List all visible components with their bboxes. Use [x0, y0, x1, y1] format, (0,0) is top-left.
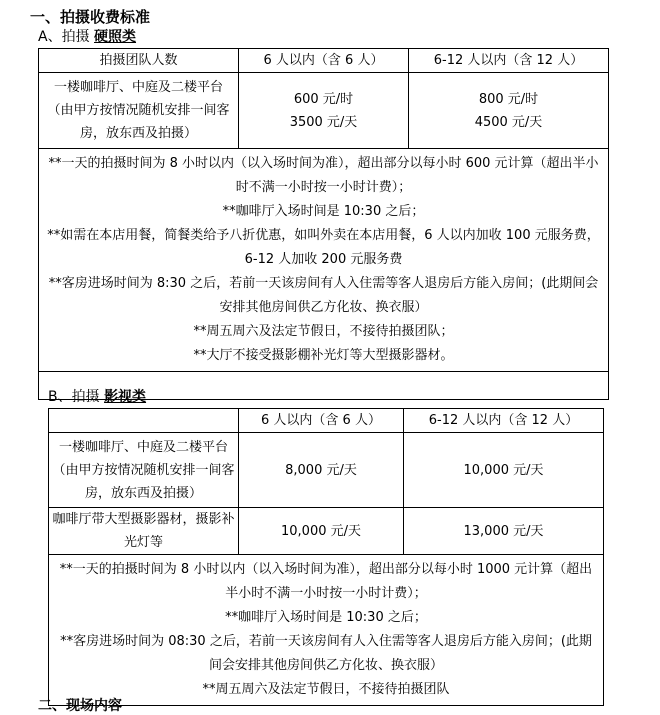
price-small-cell [239, 73, 409, 149]
venue-cell: 咖啡厅带大型摄影器材，摄影补光灯等 [49, 508, 239, 555]
price-large-cell [409, 73, 609, 149]
part-a-label: A、拍摄 [38, 29, 90, 45]
price-hour: 600 元/时 [293, 91, 354, 107]
table-row [39, 73, 609, 149]
header-small-team: 6 人以内（含 6 人） [239, 49, 409, 73]
note: **客房进场时间为 8:30 之后，若前一天该房间有人入住需等客人退房后方能入房间；(此期间会安排其他房间供乙方化妆、换衣服） [48, 276, 599, 315]
price-small-cell: 10,000 元/天 [239, 508, 404, 555]
note: **周五周六及法定节假日，不接待拍摄团队 [202, 682, 450, 697]
next-section-title: 二、现场内容 [38, 698, 122, 714]
price-hour: 800 元/时 [478, 91, 539, 107]
note: **大厅不接受摄影棚补光灯等大型摄影器材。 [193, 348, 454, 363]
part-b-label: B、拍摄 [48, 389, 100, 405]
note: **咖啡厅入场时间是 10:30 之后； [222, 204, 425, 219]
price-day: 3500 元/天 [289, 114, 358, 130]
note: **如需在本店用餐，简餐类给予八折优惠，如叫外卖在本店用餐，6 人以内加收 100 元服务费，6-12 人加收 200 元服务费 [47, 228, 600, 267]
price-large-cell: 10,000 元/天 [404, 433, 604, 508]
note: **客房进场时间为 08:30 之后，若前一天该房间有人入住需等客人退房后方能入房间；(此期间会安排其他房间供乙方化妆、换衣服） [60, 634, 592, 673]
note: **周五周六及法定节假日，不接待拍摄团队； [193, 324, 454, 339]
section-title: 一、拍摄收费标准 [30, 8, 151, 26]
photo-price-table [38, 48, 609, 400]
note: **咖啡厅入场时间是 10:30 之后； [225, 610, 427, 625]
header-team-size: 拍摄团队人数 [39, 49, 239, 73]
part-a-heading [38, 26, 136, 46]
price-small-cell: 8,000 元/天 [239, 433, 404, 508]
table-header-row [39, 49, 609, 73]
venue-cell: 一楼咖啡厅、中庭及二楼平台（由甲方按情况随机安排一间客房，放东西及拍摄） [49, 433, 239, 508]
part-b-type: 影视类 [104, 389, 147, 405]
price-large-cell: 13,000 元/天 [404, 508, 604, 555]
video-price-table [48, 408, 604, 706]
note: **一天的拍摄时间为 8 小时以内（以入场时间为准），超出部分以每小时 600 元计算（超出半小时不满一小时按一小时计费）； [48, 156, 599, 195]
price-day: 4500 元/天 [474, 114, 543, 130]
venue-cell: 一楼咖啡厅、中庭及二楼平台（由甲方按情况随机安排一间客房，放东西及拍摄） [39, 73, 239, 149]
notes-row [49, 555, 604, 706]
header-small-team: 6 人以内（含 6 人） [239, 409, 404, 433]
table-header-row [49, 409, 604, 433]
table-row [49, 433, 604, 508]
header-empty [49, 409, 239, 433]
part-a-type: 硬照类 [94, 29, 137, 45]
header-large-team: 6-12 人以内（含 12 人） [409, 49, 609, 73]
notes-cell [49, 555, 604, 706]
part-b-heading [48, 386, 146, 406]
table-row [49, 508, 604, 555]
notes-row [39, 149, 609, 372]
header-large-team: 6-12 人以内（含 12 人） [404, 409, 604, 433]
notes-cell [39, 149, 609, 372]
note: **一天的拍摄时间为 8 小时以内（以入场时间为准），超出部分以每小时 1000 元计算（超出半小时不满一小时按一小时计费）； [59, 562, 593, 601]
